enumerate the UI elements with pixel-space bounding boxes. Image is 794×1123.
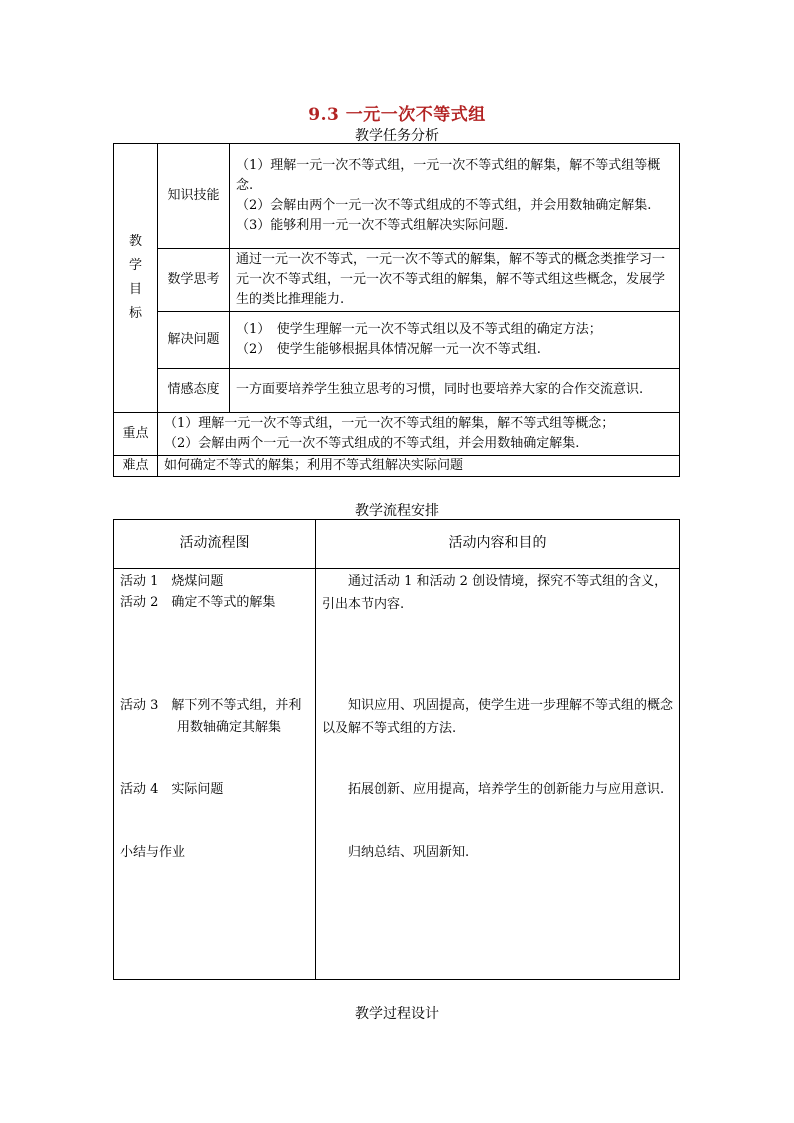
key-points-content <box>158 413 680 456</box>
goal-content <box>230 312 680 369</box>
goals-group-label <box>114 144 158 413</box>
key-points-row <box>114 413 680 456</box>
activity-text: 活动 3 解下列不等式组，并利 <box>120 698 302 713</box>
difficulty-content: 如何确定不等式的解集；利用不等式组解决实际问题 <box>158 456 680 477</box>
difficulty-row <box>114 456 680 477</box>
activity-item <box>120 695 309 739</box>
flow-header-left: 活动流程图 <box>114 520 316 569</box>
activity-text-continued: 用数轴确定其解集 <box>177 720 282 736</box>
activity-purpose: 拓展创新、应用提高，培养学生的创新能力与应用意识. <box>348 782 665 797</box>
teaching-flow-table <box>113 519 680 980</box>
goal-row-thinking <box>114 249 680 312</box>
flow-header-row <box>114 520 680 569</box>
flow-heading: 教学流程安排 <box>355 503 439 519</box>
key-points-label: 重点 <box>114 413 158 456</box>
activity-purpose-column <box>316 569 680 980</box>
goal-line: （1） 使学生理解一元一次不等式组以及不等式组的确定方法； <box>236 321 602 337</box>
teaching-goals-table <box>113 143 680 477</box>
key-point-line: （2）会解由两个一元一次不等式组成的不等式组，并会用数轴确定解集. <box>164 436 580 451</box>
goal-row-problem-solving <box>114 312 680 369</box>
goal-line: （2） 使学生能够根据具体情况解一元一次不等式组. <box>236 342 541 357</box>
goal-row-attitude <box>114 369 680 413</box>
goal-line: （2）会解由两个一元一次不等式组成的不等式组，并会用数轴确定解集. <box>236 198 652 213</box>
process-design-heading: 教学过程设计 <box>355 1006 439 1022</box>
goals-group-label-text: 教 学 目 标 <box>128 233 142 322</box>
activity-purpose: 归纳总结、巩固新知. <box>348 845 470 860</box>
activity-text: 活动 4 实际问题 <box>120 782 224 797</box>
activity-item <box>120 842 309 864</box>
goal-category: 解决问题 <box>158 312 230 369</box>
goal-category: 知识技能 <box>158 144 230 249</box>
activity-text: 活动 1 烧煤问题 <box>120 574 224 589</box>
activity-flow-column <box>114 569 316 980</box>
goal-content <box>230 144 680 249</box>
activity-item <box>120 592 309 614</box>
activity-text: 小结与作业 <box>120 845 186 860</box>
goal-content: 通过一元一次不等式，一元一次不等式的解集，解不等式的概念类推学习一元一次不等式组，一元一次不等式组的解集，解不等式组这些概念，发展学生的类比推理能力. <box>230 249 680 312</box>
goal-line: （1）理解一元一次不等式组，一元一次不等式组的解集，解不等式组等概念. <box>236 157 661 193</box>
key-point-line: （1）理解一元一次不等式组，一元一次不等式组的解集，解不等式组等概念； <box>164 415 615 431</box>
flow-header-right: 活动内容和目的 <box>316 520 680 569</box>
activity-item <box>120 779 309 801</box>
goal-content: 一方面要培养学生独立思考的习惯，同时也要培养大家的合作交流意识. <box>230 369 680 413</box>
goal-row-knowledge <box>114 144 680 249</box>
activity-purpose: 知识应用、巩固提高，使学生进一步理解不等式组的概念以及解不等式组的方法. <box>322 698 674 736</box>
activity-text: 活动 2 确定不等式的解集 <box>120 595 276 610</box>
lesson-title: 9.3 一元一次不等式组 <box>308 105 486 125</box>
goal-category: 情感态度 <box>158 369 230 413</box>
flow-body-row <box>114 569 680 980</box>
task-analysis-heading: 教学任务分析 <box>355 128 439 144</box>
goal-category: 数学思考 <box>158 249 230 312</box>
activity-purpose: 通过活动 1 和活动 2 创设情境，探究不等式组的含义，引出本节内容. <box>322 574 668 612</box>
activity-item <box>120 571 309 593</box>
goal-line: （3）能够利用一元一次不等式组解决实际问题. <box>236 218 509 234</box>
difficulty-label: 难点 <box>114 456 158 477</box>
